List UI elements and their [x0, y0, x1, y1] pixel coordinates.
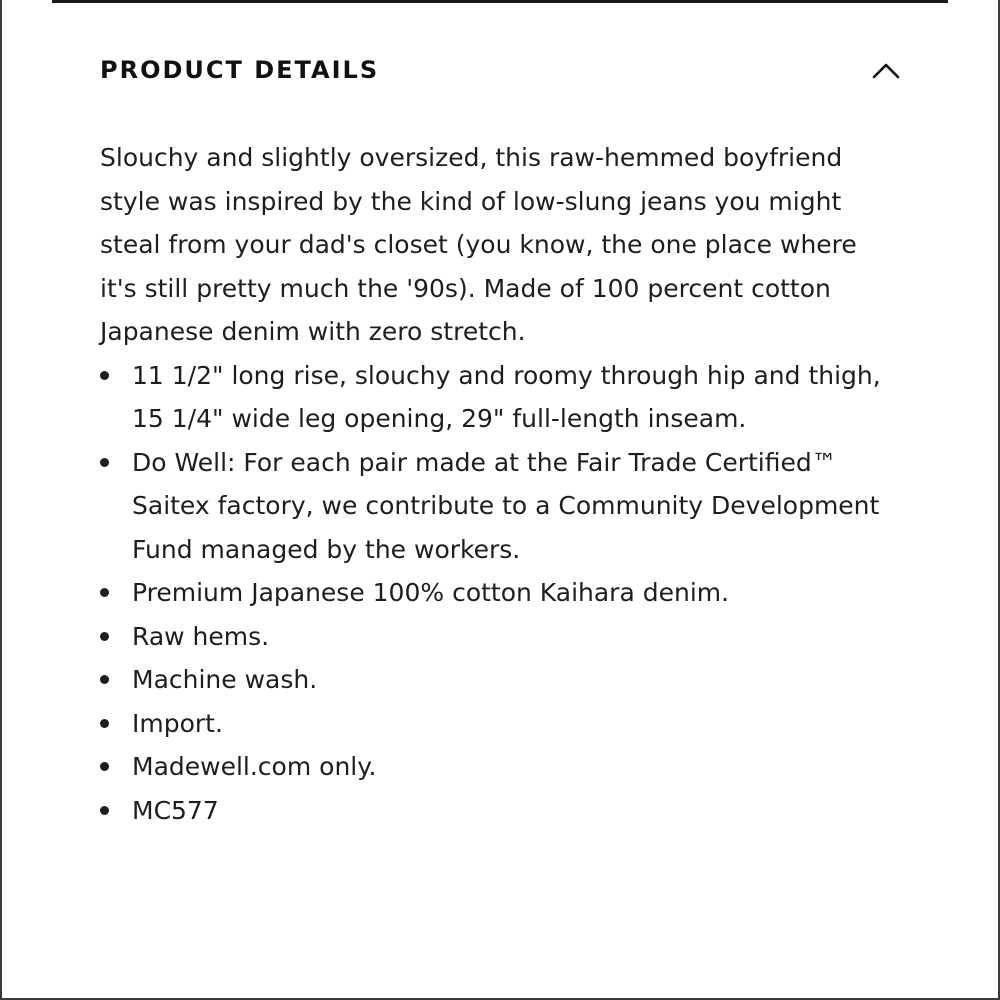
list-item: [100, 745, 900, 789]
list-item-text: Raw hems.: [132, 621, 270, 651]
product-details-content: [100, 136, 900, 832]
bullet-icon: [100, 458, 109, 467]
bullet-icon: [100, 762, 109, 771]
list-item-text: Premium Japanese 100% cotton Kaihara denim.: [132, 578, 730, 607]
section-title: PRODUCT DETAILS: [100, 56, 380, 84]
bullet-icon: [100, 719, 109, 728]
bullet-icon: [100, 371, 109, 380]
list-item-text: 11 1/2" long rise, slouchy and roomy through hip and thigh, 15 1/4" wide leg opening, 29" full-length inseam.: [132, 360, 881, 433]
list-item-text: Import.: [132, 708, 223, 738]
bullet-icon: [100, 675, 109, 684]
list-item: [100, 658, 900, 702]
list-item: [100, 571, 900, 615]
chevron-up-icon[interactable]: [872, 56, 900, 84]
list-item: [100, 702, 900, 746]
list-item: [100, 615, 900, 659]
list-item-text: Do Well: For each pair made at the Fair Trade Certified™ Saitex factory, we contribute to a Community Development Fund managed by the workers.: [132, 447, 880, 564]
list-item-text: Madewell.com only.: [132, 752, 377, 781]
bullet-icon: [100, 588, 109, 597]
list-item: [100, 441, 900, 572]
bullet-icon: [100, 632, 109, 641]
product-details-list: [100, 354, 900, 833]
list-item-text: MC577: [132, 795, 219, 825]
list-item: [100, 789, 900, 833]
top-divider: [52, 0, 948, 3]
list-item-text: Machine wash.: [132, 665, 318, 694]
product-details-accordion-header[interactable]: [100, 48, 900, 92]
product-description: Slouchy and slightly oversized, this raw-hemmed boyfriend style was inspired by the kind of low-slung jeans you might steal from your dad's closet (you know, the one place where it's still pretty much the '90s). Made of 100 percent cotton Japanese denim with zero stretch.: [100, 143, 857, 346]
bullet-icon: [100, 806, 109, 815]
list-item: [100, 354, 900, 441]
